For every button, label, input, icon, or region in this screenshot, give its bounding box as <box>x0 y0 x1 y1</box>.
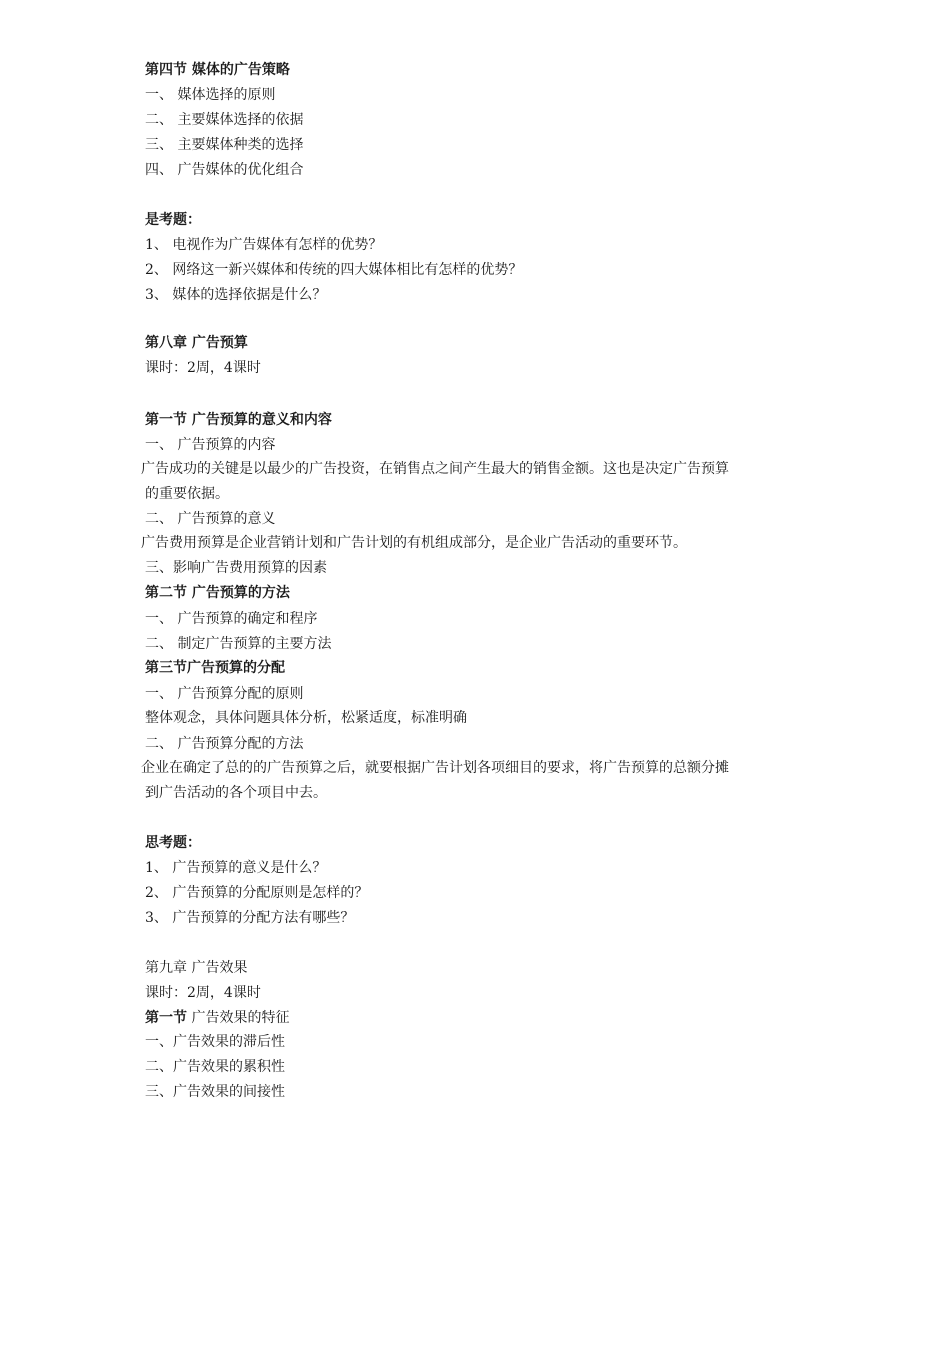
list-item: 一、 广告预算的内容 <box>145 437 276 453</box>
section-title: 广告效果的特征 <box>187 1010 290 1026</box>
list-item: 三、影响广告费用预算的因素 <box>145 560 327 576</box>
question-item: 1、 电视作为广告媒体有怎样的优势？ <box>145 237 383 253</box>
list-item: 四、 广告媒体的优化组合 <box>145 162 304 178</box>
paragraph: 广告费用预算是企业营销计划和广告计划的有机组成部分，是企业广告活动的重要环节。 <box>141 535 687 551</box>
paragraph: 整体观念，具体问题具体分析，松紧适度，标准明确 <box>145 710 467 726</box>
class-hours: 课时：2周，4课时 <box>145 985 261 1001</box>
list-item: 三、广告效果的间接性 <box>145 1084 285 1100</box>
paragraph-line: 的重要依据。 <box>145 486 229 502</box>
list-item: 一、 媒体选择的原则 <box>145 87 276 103</box>
section-label: 第一节 <box>145 1010 187 1026</box>
class-hours: 课时：2周，4课时 <box>145 360 261 376</box>
section-heading: 第四节 媒体的广告策略 <box>145 62 290 78</box>
questions-heading: 思考题： <box>145 835 201 851</box>
paragraph-line: 企业在确定了总的的广告预算之后，就要根据广告计划各项细目的要求，将广告预算的总额分摊 <box>141 760 729 776</box>
question-item: 2、 广告预算的分配原则是怎样的？ <box>145 885 369 901</box>
section-heading: 第二节 广告预算的方法 <box>145 585 290 601</box>
list-item: 一、 广告预算的确定和程序 <box>145 611 318 627</box>
question-item: 1、 广告预算的意义是什么？ <box>145 860 327 876</box>
list-item: 一、 广告预算分配的原则 <box>145 686 304 702</box>
list-item: 二、广告效果的累积性 <box>145 1059 285 1075</box>
list-item: 二、 主要媒体选择的依据 <box>145 112 304 128</box>
paragraph-line: 到广告活动的各个项目中去。 <box>145 785 327 801</box>
section-heading: 第一节 广告预算的意义和内容 <box>145 412 332 428</box>
section-heading <box>145 1009 289 1027</box>
questions-heading: 是考题： <box>145 212 201 228</box>
question-item: 3、 广告预算的分配方法有哪些？ <box>145 910 355 926</box>
list-item: 二、 制定广告预算的主要方法 <box>145 636 332 652</box>
list-item: 二、 广告预算的意义 <box>145 511 276 527</box>
section-heading: 第三节广告预算的分配 <box>145 660 285 676</box>
list-item: 三、 主要媒体种类的选择 <box>145 137 304 153</box>
question-item: 2、 网络这一新兴媒体和传统的四大媒体相比有怎样的优势？ <box>145 262 523 278</box>
question-item: 3、 媒体的选择依据是什么？ <box>145 287 327 303</box>
list-item: 二、 广告预算分配的方法 <box>145 736 304 752</box>
chapter-heading: 第八章 广告预算 <box>145 335 248 351</box>
chapter-heading: 第九章 广告效果 <box>145 960 248 976</box>
paragraph-line: 广告成功的关键是以最少的广告投资，在销售点之间产生最大的销售金额。这也是决定广告预算 <box>141 461 729 477</box>
list-item: 一、广告效果的滞后性 <box>145 1034 285 1050</box>
